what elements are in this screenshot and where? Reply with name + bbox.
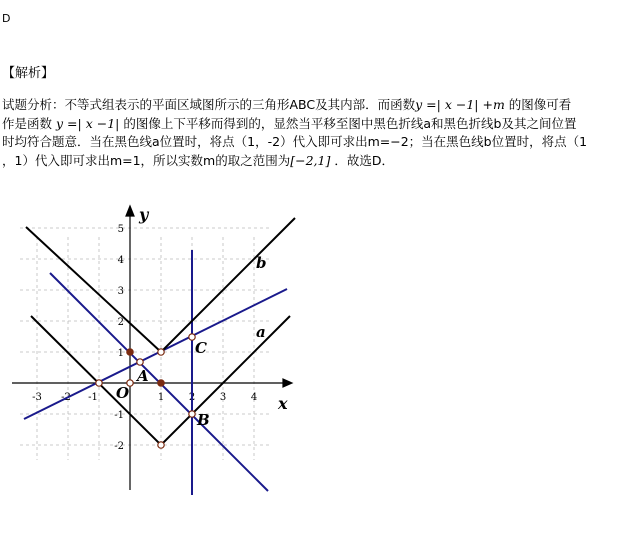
y-tick-label: 2: [117, 317, 124, 328]
line1-text-b: 的图像可看: [508, 97, 572, 112]
grid: [20, 228, 270, 460]
x-axis-arrow-icon: [283, 379, 292, 387]
black-polyline-b: [26, 218, 295, 352]
origin-label: O: [116, 384, 130, 402]
point-b: [189, 411, 195, 417]
y-tick-label: -2: [114, 441, 124, 452]
x-tick-label: 2: [188, 392, 196, 403]
point-vertex-a: [158, 442, 164, 448]
point-b-label: B: [197, 411, 210, 429]
line4-interval: [−2,1]: [290, 152, 331, 168]
y-axis-label: y: [139, 205, 149, 224]
line1-text-a: 试题分析：不等式组表示的平面区域图所示的三角形ABC及其内部．而函数: [2, 97, 416, 112]
line4-text-a: ，1）代入即可求出m=1，所以实数m的取之范围为: [2, 152, 291, 168]
line2-formula: y =| x −1|: [56, 115, 120, 131]
paragraph-line-4: [2, 152, 628, 171]
line-a-label: a: [256, 323, 266, 341]
y-axis-arrow-icon: [126, 206, 134, 216]
section-title: 【解析】: [2, 66, 55, 81]
y-tick-label: 1: [117, 348, 124, 359]
x-tick-label: -3: [32, 392, 42, 403]
point-filled: [158, 380, 164, 386]
line2-text-a: 作是函数: [2, 115, 53, 131]
point-a: [137, 359, 143, 365]
coordinate-graph: [0, 200, 320, 500]
y-tick-label: -1: [114, 410, 124, 421]
line-b-label: b: [256, 254, 267, 272]
x-tick-label: -1: [88, 392, 98, 403]
y-tick-label: 3: [117, 286, 124, 297]
point-a-label: A: [137, 367, 149, 385]
line1-formula: y =| x −1| +m: [415, 97, 505, 112]
point-c-label: C: [195, 339, 207, 357]
explanation-paragraph: [2, 96, 628, 170]
x-tick-label: 4: [250, 392, 258, 403]
x-axis-label: x: [278, 394, 288, 413]
point-filled: [127, 349, 133, 355]
x-tick-label: -2: [61, 392, 71, 403]
blue-line-ac: [24, 289, 287, 419]
y-tick-label: 5: [117, 224, 124, 235]
y-tick-label: 4: [117, 255, 124, 266]
point-open: [96, 380, 102, 386]
answer-letter: D: [2, 12, 11, 25]
line2-text-b: 的图像上下平移而得到的，显然当平移至图中黑色折线a和黑色折线b及其之间位置: [123, 115, 577, 131]
paragraph-line-3: 时均符合题意．当在黑色线a位置时，将点（1，-2）代入即可求出m=−2；当在黑色线b位置时，将点（1: [2, 134, 588, 149]
paragraph-line-2: [2, 115, 628, 134]
x-tick-label: 3: [219, 392, 227, 403]
axes: [12, 206, 292, 490]
x-tick-label: 1: [157, 392, 165, 403]
point-b-marker: [158, 349, 164, 355]
line4-text-b: ．故选D．: [334, 152, 394, 168]
paragraph-line-1: [2, 96, 628, 115]
